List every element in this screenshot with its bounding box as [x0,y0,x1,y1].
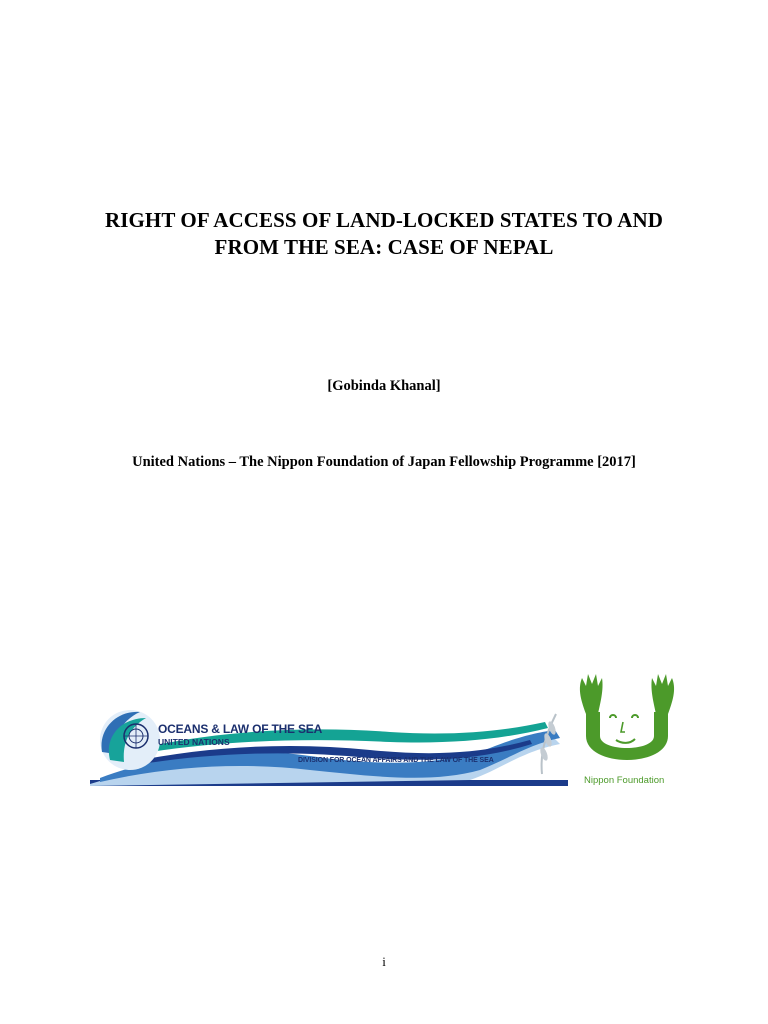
author-name: [Gobinda Khanal] [327,378,441,394]
banner-subtitle: UNITED NATIONS [158,737,230,747]
oceans-law-of-the-sea-banner [90,700,570,790]
title-line-2: FROM THE SEA: CASE OF NEPAL [214,235,554,259]
banner-title: OCEANS & LAW OF THE SEA [158,722,323,736]
programme-name: United Nations – The Nippon Foundation of Japan Fellowship Programme [2017] [132,454,636,470]
document-title [0,207,768,261]
page-number: i [382,954,386,969]
nippon-foundation-logo [572,670,682,795]
nippon-foundation-label: Nippon Foundation [584,775,665,786]
banner-division-text: DIVISION FOR OCEAN AFFAIRS AND THE LAW OF THE SEA [298,757,494,764]
nippon-foundation-emblem-icon [572,670,682,775]
title-line-1: RIGHT OF ACCESS OF LAND-LOCKED STATES TO AND [104,208,664,232]
